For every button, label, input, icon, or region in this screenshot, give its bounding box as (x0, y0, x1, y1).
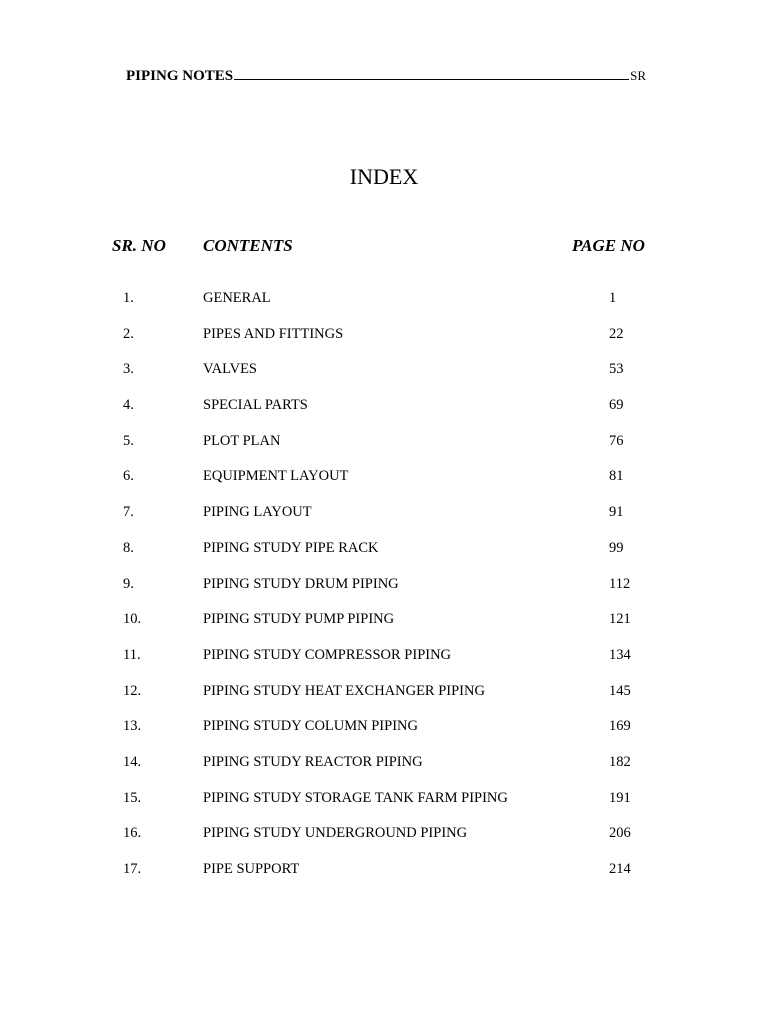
toc-number: 15. (123, 789, 142, 806)
toc-number: 12. (123, 682, 142, 699)
toc-page-number: 99 (609, 539, 624, 556)
toc-number: 8. (123, 539, 134, 556)
toc-page-number: 145 (609, 682, 631, 699)
toc-number: 3. (123, 361, 134, 378)
toc-page-number: 69 (609, 397, 624, 414)
toc-page-number: 182 (609, 753, 631, 770)
toc-row (0, 433, 768, 469)
table-of-contents (0, 290, 768, 897)
toc-number: 11. (123, 646, 141, 663)
toc-content: PIPING STUDY HEAT EXCHANGER PIPING (203, 682, 485, 699)
toc-page-number: 1 (609, 290, 617, 306)
column-header-page-no: PAGE NO (572, 236, 645, 255)
toc-row (0, 397, 768, 433)
toc-number: 14. (123, 753, 142, 770)
toc-row (0, 790, 768, 826)
toc-content: PIPING STUDY DRUM PIPING (203, 575, 399, 592)
toc-row (0, 718, 768, 754)
toc-row (0, 861, 768, 897)
toc-row (0, 540, 768, 576)
toc-page-number: 191 (609, 789, 631, 806)
toc-content: SPECIAL PARTS (203, 397, 308, 414)
toc-page-number: 134 (609, 646, 631, 663)
toc-number: 7. (123, 504, 134, 521)
toc-page-number: 81 (609, 468, 624, 485)
index-title: INDEX (349, 164, 419, 189)
toc-row (0, 611, 768, 647)
toc-content: PIPING STUDY COLUMN PIPING (203, 718, 418, 735)
toc-number: 17. (123, 861, 142, 877)
toc-content: GENERAL (203, 290, 271, 306)
toc-row (0, 326, 768, 362)
toc-row (0, 468, 768, 504)
toc-row (0, 504, 768, 540)
toc-number: 5. (123, 432, 134, 449)
toc-content: PIPING STUDY UNDERGROUND PIPING (203, 825, 468, 842)
header-title: PIPING NOTES (126, 68, 234, 84)
toc-page-number: 169 (609, 718, 631, 735)
toc-content: PIPING STUDY STORAGE TANK FARM PIPING (203, 789, 508, 806)
toc-page-number: 206 (609, 825, 631, 842)
toc-page-number: 214 (609, 861, 631, 877)
toc-number: 16. (123, 825, 142, 842)
toc-page-number: 91 (609, 504, 624, 521)
toc-content: PIPING LAYOUT (203, 504, 312, 521)
toc-content: PIPING STUDY REACTOR PIPING (203, 753, 423, 770)
toc-number: 6. (123, 468, 134, 485)
toc-content: PIPES AND FITTINGS (203, 325, 344, 342)
toc-number: 10. (123, 611, 142, 628)
toc-row (0, 361, 768, 397)
toc-page-number: 22 (609, 325, 624, 342)
toc-number: 4. (123, 397, 134, 414)
toc-content: EQUIPMENT LAYOUT (203, 468, 349, 485)
toc-row (0, 647, 768, 683)
column-header-contents: CONTENTS (203, 236, 293, 255)
toc-page-number: 121 (609, 611, 631, 628)
toc-content: PIPING STUDY COMPRESSOR PIPING (203, 646, 452, 663)
toc-page-number: 76 (609, 432, 624, 449)
toc-page-number: 112 (609, 575, 631, 592)
page-header (126, 66, 646, 86)
toc-content: PIPE SUPPORT (203, 861, 300, 877)
toc-content: PIPING STUDY PIPE RACK (203, 539, 379, 556)
toc-content: VALVES (203, 361, 257, 378)
toc-number: 1. (123, 290, 134, 306)
toc-row (0, 576, 768, 612)
toc-content: PIPING STUDY PUMP PIPING (203, 611, 395, 628)
toc-row (0, 683, 768, 719)
toc-content: PLOT PLAN (203, 432, 281, 449)
toc-number: 9. (123, 575, 134, 592)
toc-row (0, 825, 768, 861)
toc-page-number: 53 (609, 361, 624, 378)
column-header-sr-no: SR. NO (112, 236, 166, 255)
header-code: SR (630, 68, 646, 83)
toc-number: 2. (123, 325, 134, 342)
toc-row (0, 290, 768, 326)
toc-row (0, 754, 768, 790)
toc-number: 13. (123, 718, 142, 735)
header-rule (234, 66, 629, 80)
